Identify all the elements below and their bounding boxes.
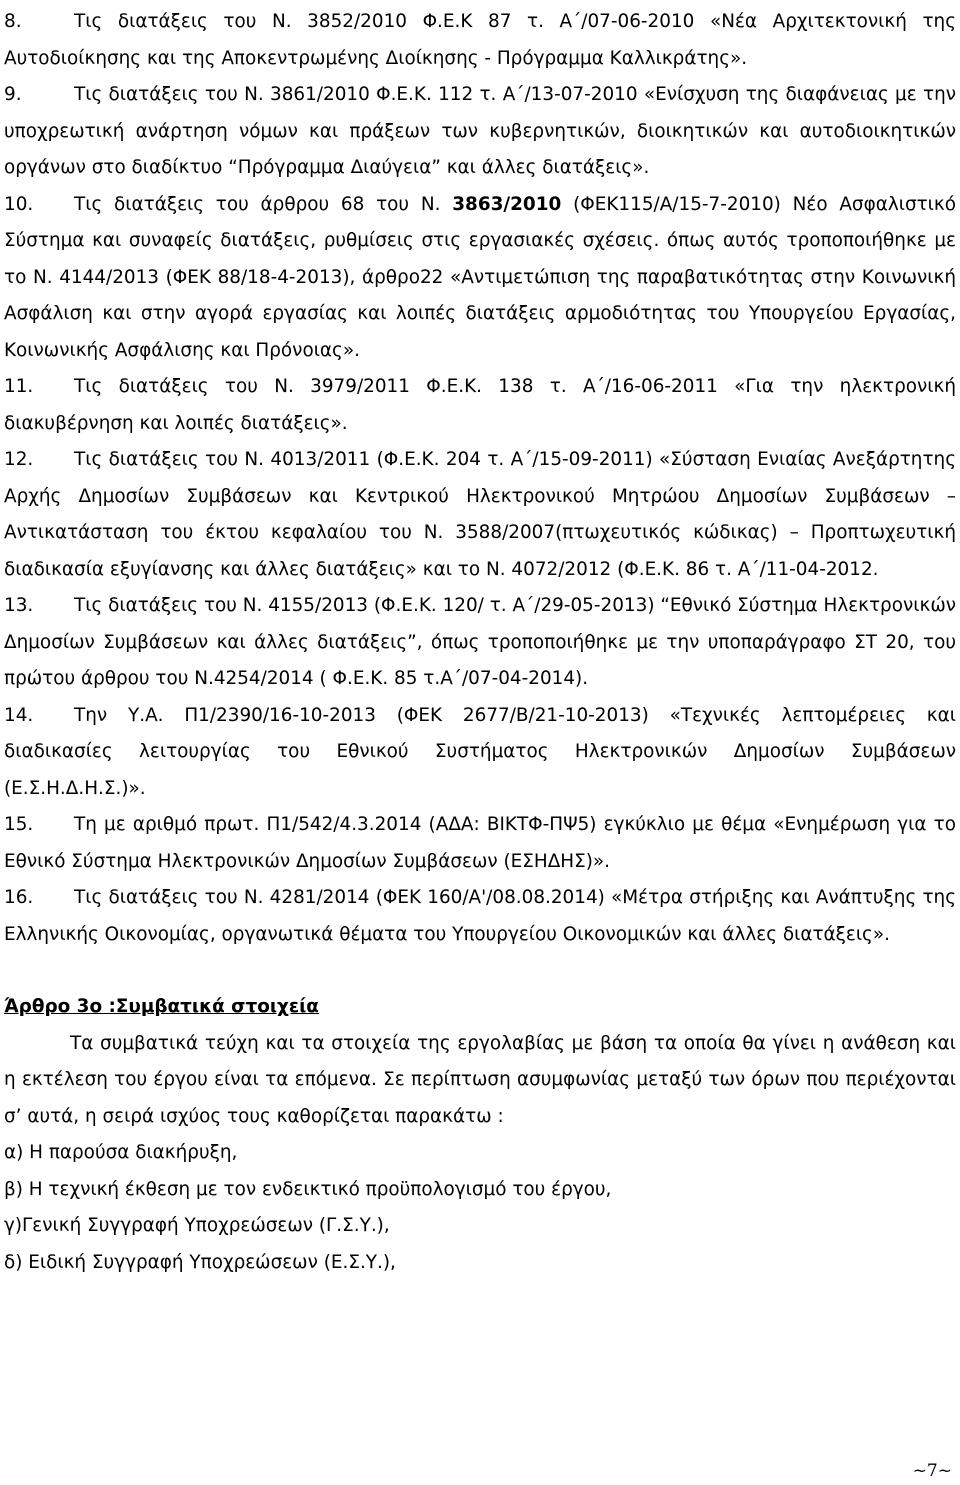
item-text-bold: 3863/2010 xyxy=(452,193,562,215)
section-spacer xyxy=(4,953,956,989)
list-item-12 xyxy=(4,442,956,588)
page-number: ~7~ xyxy=(912,1461,952,1481)
item-text: Τη με αριθμό πρωτ. Π1/542/4.3.2014 (ΑΔΑ: ΒΙΚΤΦ-ΠΨ5) εγκύκλιο με θέμα «Ενημέρωση για το Εθνικό Σύστημα Ηλεκτρονικών Δημοσίων Συμβάσεων (ΕΣΗΔΗΣ)». xyxy=(4,814,956,872)
item-number: 10. xyxy=(4,193,34,215)
item-text-a: Τις διατάξεις του άρθρου 68 του Ν. xyxy=(74,193,453,215)
item-text-c: (ΦΕΚ115/Α/15-7-2010) Νέο Ασφαλιστικό Σύστημα και συναφείς διατάξεις, ρυθμίσεις στις εργασιακές σχέσεις. όπως αυτός τροποποιήθηκε με το Ν. 4144/2013 (ΦΕΚ 88/18-4-2013), άρθρο22 «Αντιμετώπιση της παραβατικότητας στην Κοινωνική Ασφάλιση και στην αγορά εργασίας και λοιπές διατάξεις αρμοδιότητας του Υπουργείου Εργασίας, Κοινωνικής Ασφάλισης και Πρόνοιας». xyxy=(4,193,956,361)
item-number: 13. xyxy=(4,595,34,616)
article-heading-text: Άρθρο 3ο :Συμβατικά στοιχεία xyxy=(4,996,319,1017)
article-paragraph: Τα συμβατικά τεύχη και τα στοιχεία της εργολαβίας με βάση τα οποία θα γίνει η ανάθεση και η εκτέλεση του έργου είναι τα επόμενα. Σε περίπτωση ασυμφωνίας μεταξύ των όρων που περιέχονται σ’ αυτά, η σειρά ισχύος τους καθορίζεται παρακάτω : xyxy=(4,1032,956,1127)
contract-document-item: β) Η τεχνική έκθεση με τον ενδεικτικό προϋπολογισμό του έργου, xyxy=(4,1178,612,1200)
contract-document-item: δ) Ειδική Συγγραφή Υποχρεώσεων (Ε.Σ.Υ.), xyxy=(4,1251,396,1273)
list-item-15 xyxy=(4,807,956,880)
list-item-13 xyxy=(4,588,956,698)
list-item-16 xyxy=(4,880,956,953)
item-text: Τις διατάξεις του Ν. 3852/2010 Φ.Ε.Κ 87 τ. Α΄/07-06-2010 «Νέα Αρχιτεκτονική της Αυτοδιοίκησης και της Αποκεντρωμένης Διοίκησης - Πρόγραμμα Καλλικράτης». xyxy=(4,11,956,69)
item-number: 16. xyxy=(4,887,34,908)
item-number: 9. xyxy=(4,84,22,105)
item-number: 12. xyxy=(4,449,34,470)
item-number: 14. xyxy=(4,704,34,726)
item-number: 15. xyxy=(4,814,34,835)
list-item-9 xyxy=(4,77,956,187)
list-item-11 xyxy=(4,369,956,442)
item-text: Τις διατάξεις του Ν. 4013/2011 (Φ.Ε.Κ. 204 τ. Α΄/15-09-2011) «Σύσταση Ενιαίας Ανεξάρτητης Αρχής Δημοσίων Συμβάσεων και Κεντρικού Ηλεκτρονικού Μητρώου Δημοσίων Συμβάσεων – Αντικατάσταση του έκτου κεφαλαίου του Ν. 3588/2007(πτωχευτικός κώδικας) – Προπτωχευτική διαδικασία εξυγίανσης και άλλες διατάξεις» και το Ν. 4072/2012 (Φ.Ε.Κ. 86 τ. Α΄/11-04-2012. xyxy=(4,449,956,580)
contract-document-item: γ)Γενική Συγγραφή Υποχρεώσεων (Γ.Σ.Υ.), xyxy=(4,1215,390,1236)
item-text: Τις διατάξεις του Ν. 4155/2013 (Φ.Ε.Κ. 120/ τ. Α΄/29-05-2013) “Εθνικό Σύστημα Ηλεκτρονικών Δημοσίων Συμβάσεων και άλλες διατάξεις”, όπως τροποποιήθηκε με την υποπαράγραφο ΣΤ 20, του πρώτου άρθρου του Ν.4254/2014 ( Φ.Ε.Κ. 85 τ.Α΄/07-04-2014). xyxy=(4,595,956,689)
article-heading xyxy=(4,989,956,1026)
item-text: Τις διατάξεις του Ν. 4281/2014 (ΦΕΚ 160/Α'/08.08.2014) «Μέτρα στήριξης και Ανάπτυξης της Ελληνικής Οικονομίας, οργανωτικά θέματα του Υπουργείου Οικονομικών και άλλες διατάξεις». xyxy=(4,887,956,945)
item-text: Τις διατάξεις του Ν. 3979/2011 Φ.Ε.Κ. 138 τ. Α΄/16-06-2011 «Για την ηλεκτρονική διακυβέρνηση και λοιπές διατάξεις». xyxy=(4,376,956,434)
item-text: Την Υ.Α. Π1/2390/16-10-2013 (ΦΕΚ 2677/Β/21-10-2013) «Τεχνικές λεπτομέρειες και διαδικασίες λειτουργίας του Εθνικού Συστήματος Ηλεκτρονικών Δημοσίων Συμβάσεων (Ε.Σ.Η.Δ.Η.Σ.)». xyxy=(4,704,956,799)
item-text: Τις διατάξεις του Ν. 3861/2010 Φ.Ε.Κ. 112 τ. Α΄/13-07-2010 «Ενίσχυση της διαφάνειας με την υποχρεωτική ανάρτηση νόμων και πράξεων των κυβερνητικών, διοικητικών και αυτοδιοικητικών οργάνων στο διαδίκτυο “Πρόγραμμα Διαύγεια” και άλλες διατάξεις». xyxy=(4,84,956,178)
list-item-10 xyxy=(4,187,956,370)
item-number: 11. xyxy=(4,376,34,397)
contract-document-item: α) Η παρούσα διακήρυξη, xyxy=(4,1142,238,1163)
item-number: 8. xyxy=(4,11,22,32)
list-item-8 xyxy=(4,4,956,77)
list-item-14 xyxy=(4,698,956,808)
